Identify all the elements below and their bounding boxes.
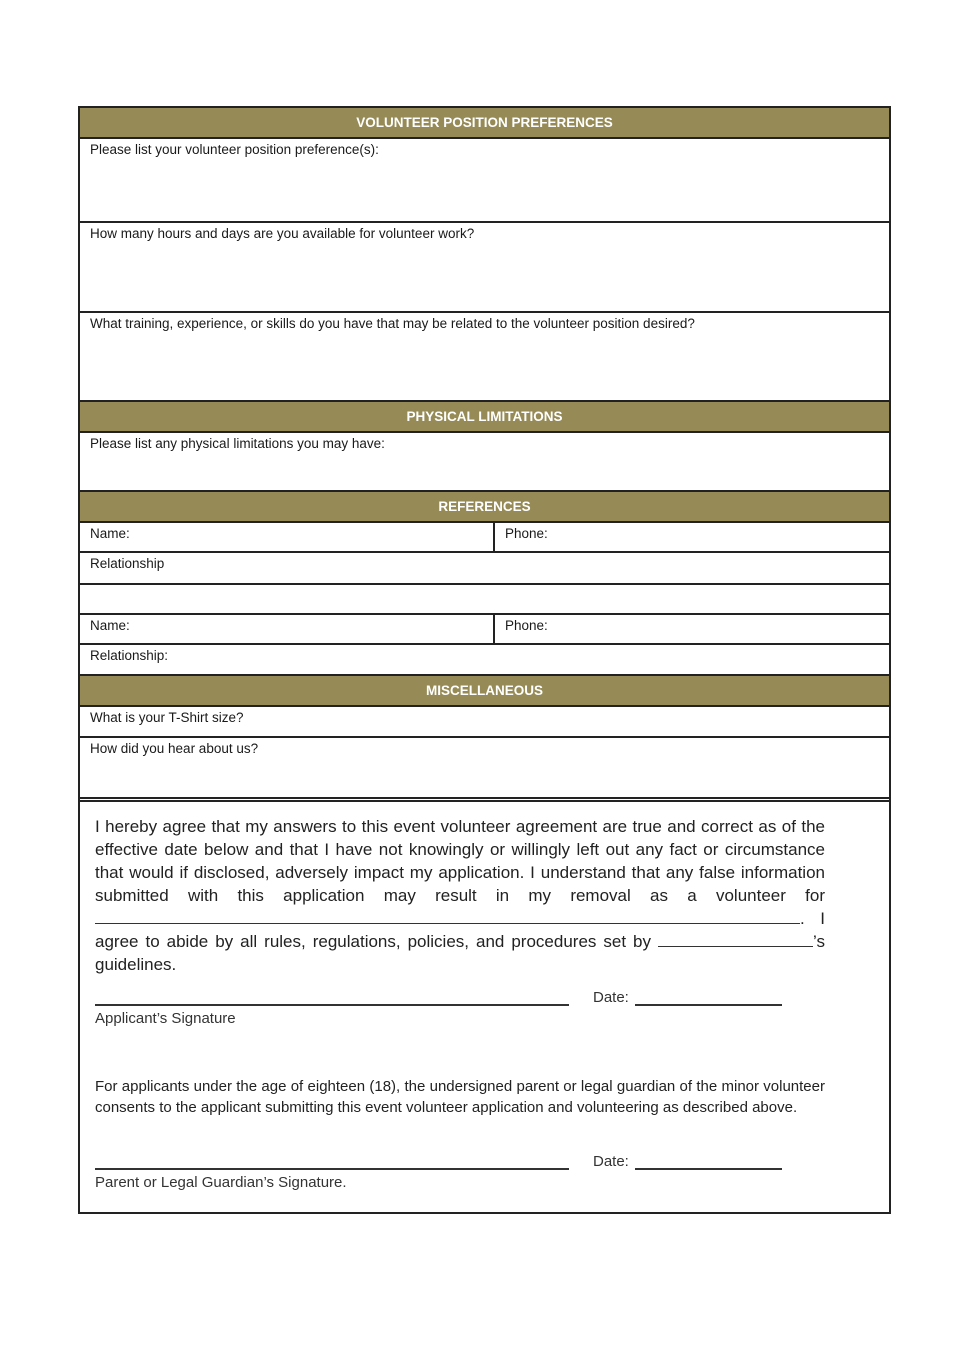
applicant-date-line[interactable] <box>635 1004 782 1006</box>
referral-source-label: How did you hear about us? <box>90 741 259 756</box>
tshirt-size-label: What is your T-Shirt size? <box>90 710 244 725</box>
agreement-paragraph <box>95 815 825 976</box>
reference-2-phone-label: Phone: <box>505 618 548 633</box>
reference-1-name-field[interactable] <box>80 523 495 551</box>
reference-1-relationship-field[interactable] <box>80 553 889 585</box>
availability-field[interactable] <box>80 223 889 313</box>
guardian-date-line[interactable] <box>635 1168 782 1170</box>
position-preference-field[interactable] <box>80 139 889 223</box>
physical-limitations-label: Please list any physical limitations you may have: <box>90 436 385 451</box>
applicant-signature-label: Applicant’s Signature <box>95 1010 236 1027</box>
section-header-references: REFERENCES <box>80 492 889 523</box>
position-preference-label: Please list your volunteer position preference(s): <box>90 142 379 157</box>
reference-1-name-label: Name: <box>90 526 130 541</box>
agreement-text-part2: . I <box>800 909 825 928</box>
physical-limitations-field[interactable] <box>80 433 889 492</box>
section-header-position-preferences: VOLUNTEER POSITION PREFERENCES <box>80 108 889 139</box>
reference-2-name-label: Name: <box>90 618 130 633</box>
agreement-box <box>78 797 891 1214</box>
reference-1-row <box>80 523 889 553</box>
agreement-text-part3: agree to abide by all rules, regulations, policies, and procedures set by <box>95 932 652 951</box>
reference-2-phone-field[interactable] <box>495 615 889 643</box>
guardian-signature-label: Parent or Legal Guardian’s Signature. <box>95 1174 347 1191</box>
skills-label: What training, experience, or skills do you have that may be related to the volunteer position desired? <box>90 316 695 331</box>
guardian-date-label: Date: <box>593 1153 629 1170</box>
tshirt-size-field[interactable] <box>80 707 889 738</box>
availability-label: How many hours and days are you available for volunteer work? <box>90 226 475 241</box>
reference-2-relationship-label: Relationship: <box>90 648 169 663</box>
agreement-text-part4: ’s guidelines. <box>95 932 825 974</box>
reference-spacer-row <box>80 585 889 615</box>
section-header-physical-limitations: PHYSICAL LIMITATIONS <box>80 402 889 433</box>
applicant-date-label: Date: <box>593 989 629 1006</box>
volunteer-form-table <box>78 106 891 802</box>
reference-1-relationship-label: Relationship <box>90 556 165 571</box>
reference-2-row <box>80 615 889 645</box>
reference-2-name-field[interactable] <box>80 615 495 643</box>
reference-2-relationship-field[interactable] <box>80 645 889 676</box>
organization-name-blank-2[interactable] <box>658 932 813 947</box>
organization-name-blank[interactable] <box>95 909 800 924</box>
section-header-miscellaneous: MISCELLANEOUS <box>80 676 889 707</box>
reference-1-phone-field[interactable] <box>495 523 889 551</box>
skills-field[interactable] <box>80 313 889 402</box>
referral-source-field[interactable] <box>80 738 889 802</box>
agreement-text-part1: I hereby agree that my answers to this event volunteer agreement are true and correct as of the effective date below and that I have not knowingly or willingly left out any fact or circumstance that would if disclosed, adversely impact my application. I understand that any false information submitted with this application may result in my removal as a volunteer for <box>95 817 825 905</box>
minor-consent-paragraph: For applicants under the age of eighteen (18), the undersigned parent or legal guardian of the minor volunteer consents to the applicant submitting this event volunteer application and volunteering as described above. <box>95 1078 825 1116</box>
guardian-signature-line[interactable] <box>95 1168 569 1170</box>
reference-1-phone-label: Phone: <box>505 526 548 541</box>
applicant-signature-line[interactable] <box>95 1004 569 1006</box>
